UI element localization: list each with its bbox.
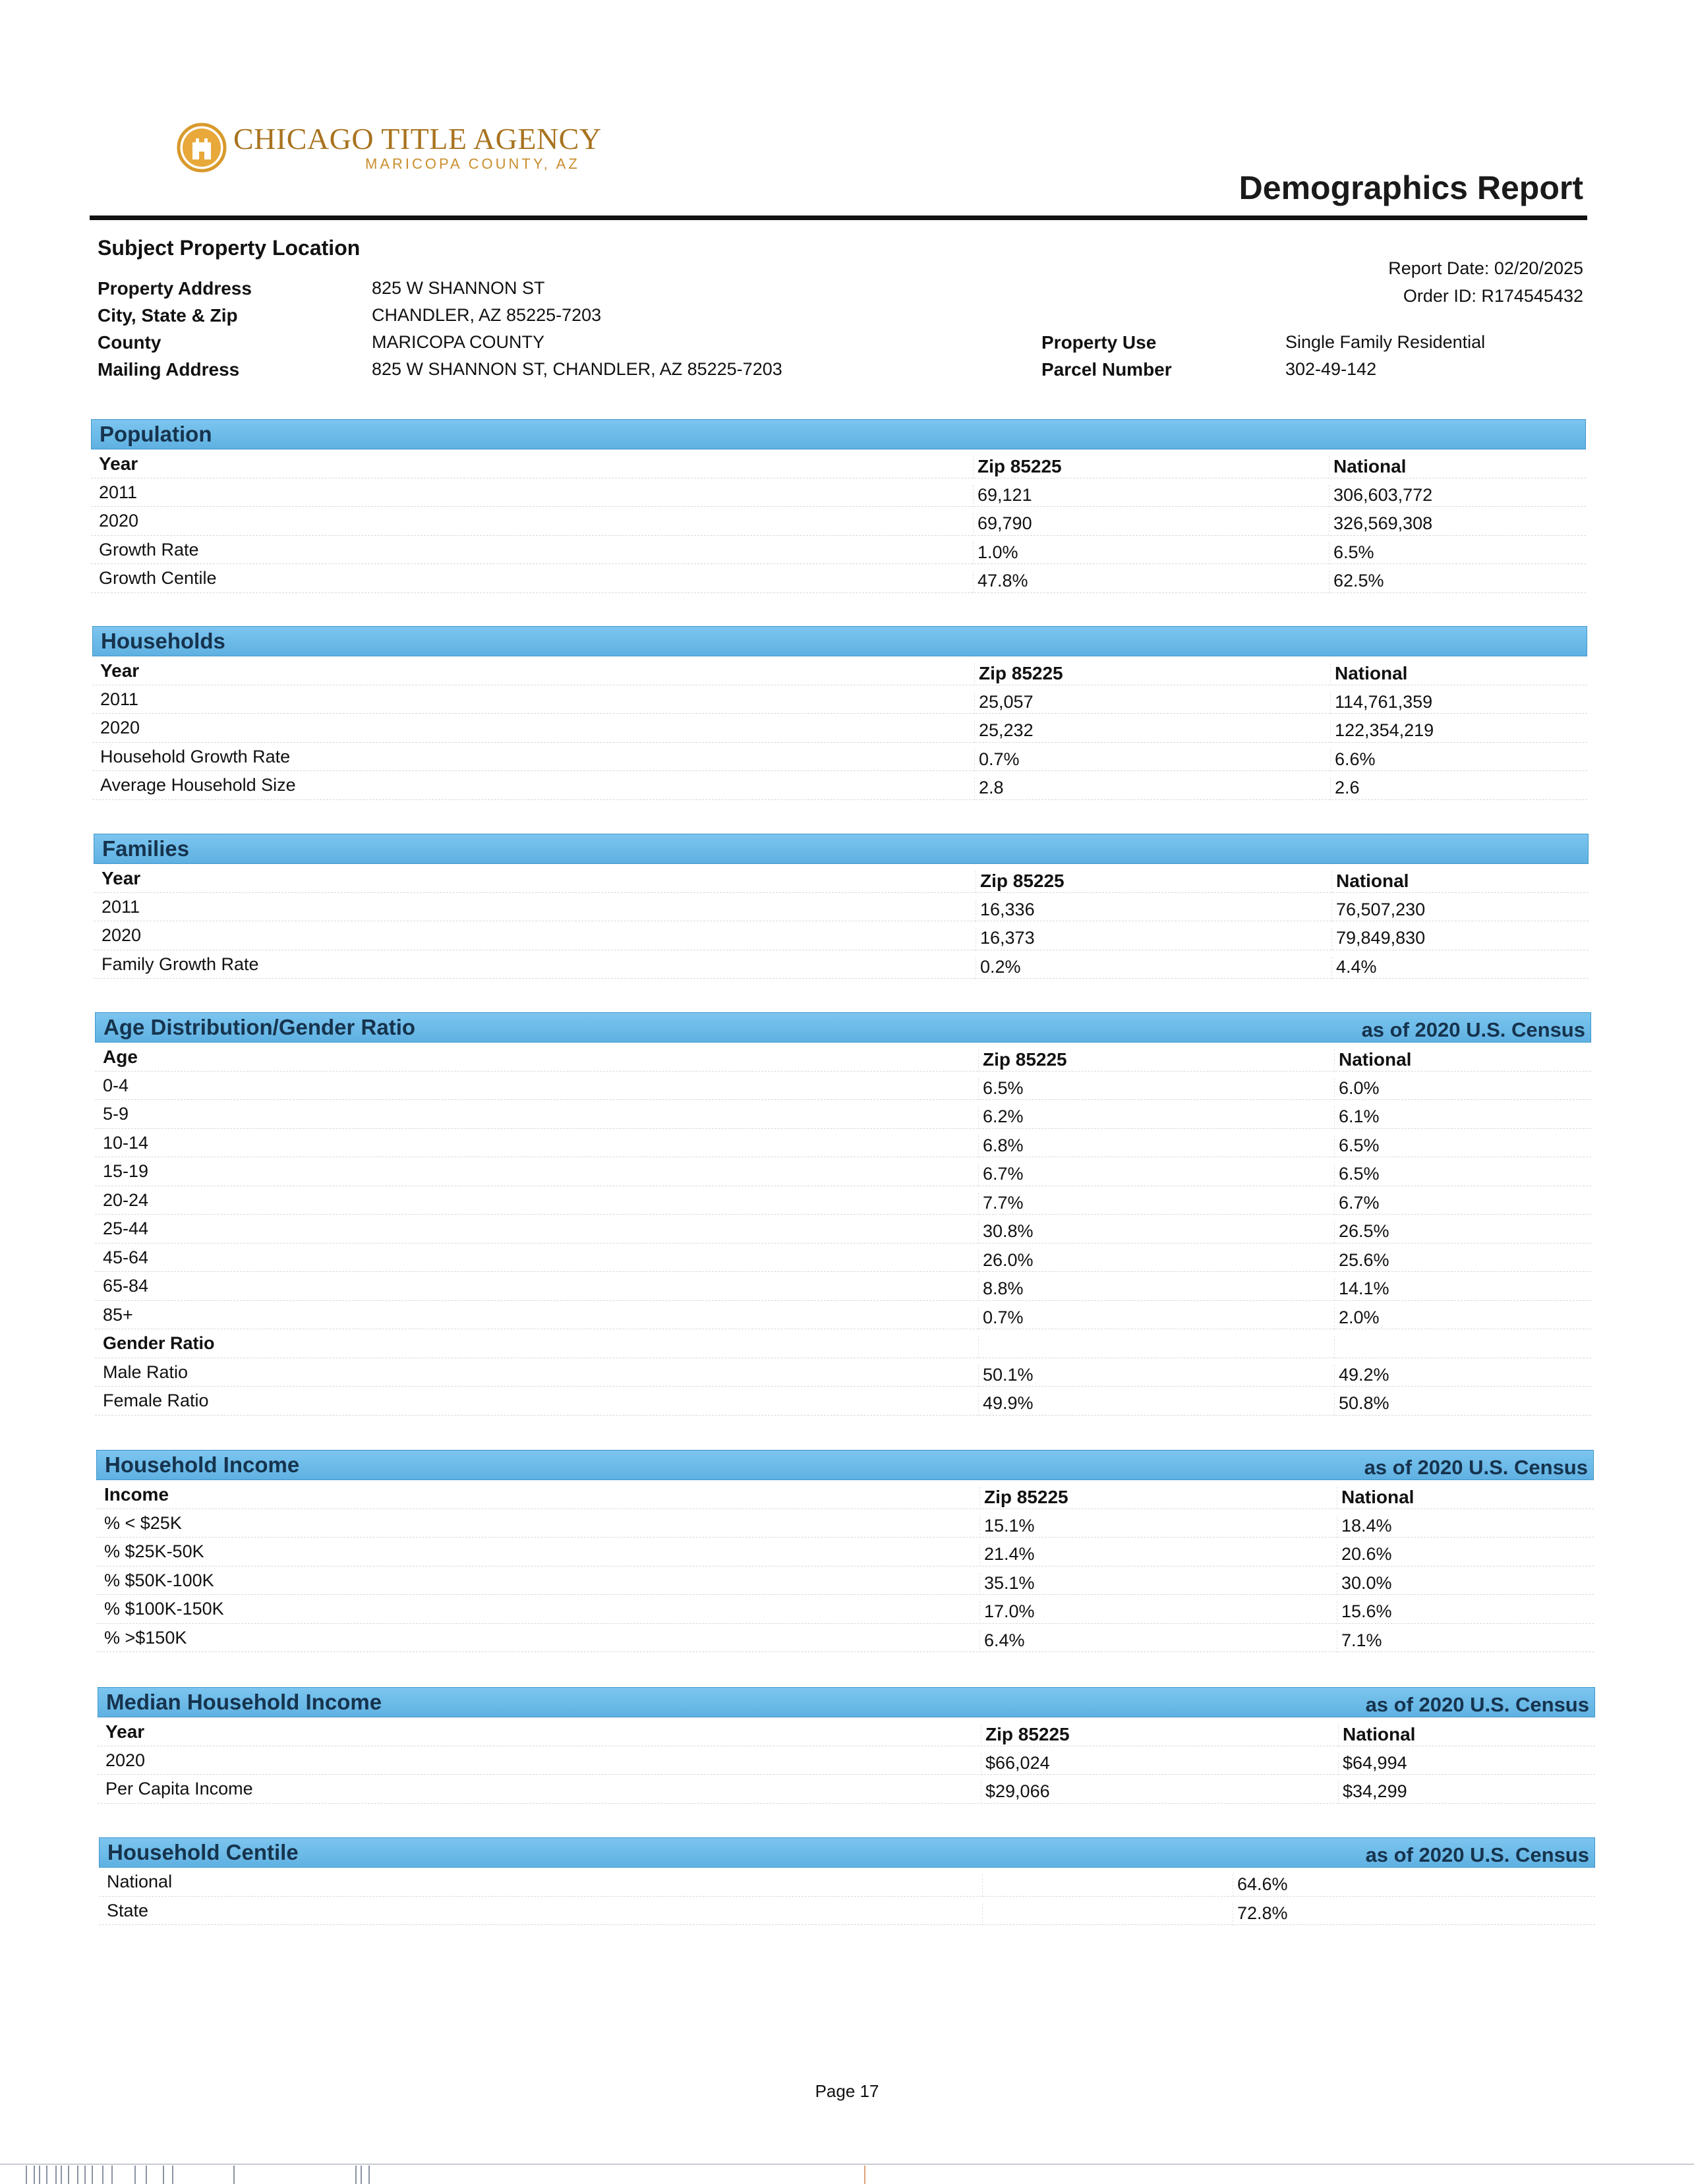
zip-value: 0.7% [974,749,1020,772]
header-divider [90,216,1587,220]
row-label: Growth Rate [99,539,199,560]
property-label: Property Address [98,278,252,299]
logo-name: CHICAGO TITLE AGENCY [233,122,602,156]
column-header: Zip 85225 [973,456,1062,478]
row-label: % < $25K [104,1512,182,1533]
zip-value [978,1336,983,1358]
row-label: Growth Centile [99,568,217,588]
national-value: 72.8% [1233,1903,1288,1926]
row-label: Family Growth Rate [102,954,259,974]
column-header: Year [99,453,138,474]
table-row [96,1509,1594,1538]
row-label: 15-19 [103,1161,149,1181]
row-label: 10-14 [103,1132,149,1153]
property-label: Property Use [1041,332,1157,353]
column-header: Zip 85225 [976,871,1065,893]
property-value: 825 W SHANNON ST [372,278,545,298]
row-label: 2020 [102,925,142,945]
row-label: 20-24 [103,1190,149,1210]
national-value: 6.7% [1334,1193,1380,1215]
table-row [95,1072,1591,1101]
table-row [95,1100,1591,1129]
column-header: National [1331,871,1409,893]
table-header-row [92,656,1587,685]
national-value: 6.5% [1329,542,1374,565]
property-value: CHANDLER, AZ 85225-7203 [372,305,602,325]
section-population [91,419,1586,593]
table-row [92,714,1587,743]
scan-artifact-strip [0,2162,1694,2184]
section-header-bar [96,1450,1594,1480]
table-row [94,921,1589,950]
row-label: 2020 [105,1750,146,1770]
row-label: 5-9 [103,1104,129,1124]
zip-value: 16,373 [976,928,1035,950]
company-logo [177,116,602,179]
table-row [96,1566,1594,1595]
section-census-note: as of 2020 U.S. Census [1365,1693,1589,1716]
section-header-bar [92,626,1587,656]
row-label: 2011 [100,689,139,709]
section-median-income [98,1687,1595,1804]
national-value: 50.8% [1334,1393,1389,1416]
table-row [91,478,1586,507]
table-row [99,1897,1595,1926]
zip-value: 2.8 [974,778,1004,800]
national-value: 49.2% [1334,1365,1389,1387]
national-value: 25.6% [1334,1250,1389,1273]
national-value: 26.5% [1334,1221,1389,1244]
row-label: 85+ [103,1304,133,1325]
property-value: 825 W SHANNON ST, CHANDLER, AZ 85225-7203 [372,359,782,379]
column-header: National [1329,456,1406,478]
section-title: Age Distribution/Gender Ratio [103,1015,416,1039]
zip-value: 69,121 [973,485,1032,507]
table-row [94,893,1589,922]
table-header-row [94,864,1589,893]
section-household-income [96,1450,1594,1652]
column-header: National [1330,663,1407,685]
table-header-row [91,449,1586,478]
zip-value: 69,790 [973,513,1032,536]
table-row [94,950,1589,979]
order-id: Order ID: R174545432 [1403,286,1583,306]
property-label: City, State & Zip [98,305,238,326]
row-label: 2020 [99,511,139,531]
section-title: Median Household Income [106,1690,382,1714]
zip-value: 6.4% [979,1630,1025,1653]
section-title: Families [102,836,190,861]
zip-value: 50.1% [978,1365,1034,1387]
row-label: 2020 [100,718,140,737]
report-title: Demographics Report [1239,169,1583,206]
row-label: Household Growth Rate [100,746,291,766]
national-value: 30.0% [1337,1573,1392,1595]
national-value [1334,1336,1339,1358]
zip-value: 0.2% [976,957,1021,979]
zip-value: 15.1% [979,1516,1035,1538]
section-header-bar [94,834,1589,864]
table-row [91,564,1586,593]
national-value: 6.0% [1334,1078,1380,1101]
section-census-note: as of 2020 U.S. Census [1361,1018,1585,1041]
zip-value: $29,066 [981,1781,1050,1804]
property-value: MARICOPA COUNTY [372,332,545,352]
zip-value: 8.8% [978,1279,1024,1301]
national-value: $34,299 [1338,1781,1407,1804]
table-header-row [96,1480,1594,1509]
column-header: Year [105,1721,145,1742]
zip-value: 6.5% [978,1078,1024,1101]
zip-value: 26.0% [978,1250,1034,1273]
row-label: Female Ratio [103,1391,209,1410]
zip-value: 25,057 [974,692,1034,714]
zip-value: 25,232 [974,720,1034,743]
castle-logo-icon [177,123,227,173]
national-value: 79,849,830 [1331,928,1425,950]
subject-heading: Subject Property Location [98,236,361,260]
national-value: $64,994 [1338,1753,1407,1775]
national-value: 20.6% [1337,1544,1392,1566]
property-value: 302-49-142 [1285,359,1377,379]
national-value: 306,603,772 [1329,485,1432,507]
row-label: 65-84 [103,1276,149,1296]
zip-value: 0.7% [978,1308,1024,1330]
row-label: 2011 [102,896,140,917]
zip-value [982,1903,987,1926]
table-row [99,1868,1595,1897]
national-value: 64.6% [1233,1874,1288,1897]
section-age-gender [95,1012,1591,1416]
row-label: Per Capita Income [105,1779,253,1798]
section-title: Households [101,629,225,653]
national-value: 7.1% [1337,1630,1382,1653]
table-row [91,507,1586,536]
row-label: 0-4 [103,1075,129,1095]
section-census-note: as of 2020 U.S. Census [1364,1456,1588,1479]
row-label: % >$150K [104,1627,187,1648]
row-label: 2011 [99,482,138,502]
row-label: Gender Ratio [103,1333,215,1353]
national-value: 326,569,308 [1329,513,1432,536]
section-title: Household Centile [107,1840,299,1864]
table-row [95,1301,1591,1330]
national-value: 114,761,359 [1330,692,1432,714]
zip-value: 17.0% [979,1601,1035,1624]
zip-value: 6.2% [978,1106,1024,1129]
table-row [91,536,1586,565]
column-header: Age [103,1047,138,1067]
national-value: 6.1% [1334,1106,1380,1129]
zip-value: 30.8% [978,1221,1034,1244]
row-label: 45-64 [103,1247,149,1267]
table-row [98,1775,1595,1804]
zip-value: 21.4% [979,1544,1035,1566]
column-header: Zip 85225 [979,1487,1068,1509]
national-value: 76,507,230 [1331,900,1425,922]
report-date: Report Date: 02/20/2025 [1388,258,1583,278]
section-title: Population [100,422,212,446]
property-label: County [98,332,161,353]
zip-value: 35.1% [979,1573,1035,1595]
table-row [95,1358,1591,1387]
zip-value: 7.7% [978,1193,1024,1215]
zip-value: 6.8% [978,1135,1024,1158]
section-households [92,626,1587,800]
zip-value: 16,336 [976,900,1035,922]
section-household-centile [99,1837,1595,1925]
section-header-bar [98,1687,1595,1717]
national-value: 122,354,219 [1330,720,1434,743]
row-label: % $100K-150K [104,1599,224,1619]
zip-value: 47.8% [973,571,1028,593]
column-header: Year [100,660,140,681]
national-value: 62.5% [1329,571,1384,593]
section-header-bar [99,1837,1595,1868]
national-value: 2.6 [1330,778,1360,800]
table-row [92,743,1587,772]
table-row [95,1244,1591,1273]
national-value: 18.4% [1337,1516,1392,1538]
table-row [95,1387,1591,1416]
table-header-row [95,1043,1591,1072]
property-label: Parcel Number [1041,359,1172,380]
column-header: National [1338,1724,1415,1746]
row-label: Male Ratio [103,1362,189,1382]
row-label: National [107,1872,173,1891]
national-value: 4.4% [1331,957,1377,979]
table-row [95,1215,1591,1244]
column-header: Year [102,868,141,888]
national-value: 15.6% [1337,1601,1392,1624]
column-header: National [1334,1049,1411,1072]
table-row [96,1595,1594,1624]
row-label: 25-44 [103,1219,149,1238]
table-row [92,685,1587,714]
zip-value: $66,024 [981,1753,1050,1775]
column-header: Zip 85225 [978,1049,1067,1072]
national-value: 6.5% [1334,1164,1380,1186]
column-header: National [1337,1487,1414,1509]
national-value: 14.1% [1334,1279,1389,1301]
section-title: Household Income [105,1452,300,1477]
column-header: Zip 85225 [974,663,1063,685]
zip-value: 6.7% [978,1164,1024,1186]
column-header: Zip 85225 [981,1724,1070,1746]
zip-value [982,1874,987,1897]
table-row [92,771,1587,800]
table-row [95,1272,1591,1301]
section-header-bar [95,1012,1591,1043]
row-label: State [107,1900,149,1920]
table-row [96,1624,1594,1653]
zip-value: 1.0% [973,542,1018,565]
page-number: Page 17 [815,2081,879,2101]
section-header-bar [91,419,1586,449]
row-label: Average Household Size [100,775,296,795]
section-families [94,834,1589,979]
national-value: 2.0% [1334,1308,1380,1330]
property-value: Single Family Residential [1285,332,1486,352]
section-census-note: as of 2020 U.S. Census [1365,1843,1589,1866]
national-value: 6.5% [1334,1135,1380,1158]
row-label: % $50K-100K [104,1570,214,1590]
national-value: 6.6% [1330,749,1376,772]
table-row [96,1537,1594,1566]
table-row [95,1329,1591,1358]
column-header: Income [104,1484,169,1505]
table-row [95,1129,1591,1158]
table-row [95,1157,1591,1186]
zip-value: 49.9% [978,1393,1034,1416]
table-row [98,1746,1595,1775]
property-label: Mailing Address [98,359,240,380]
report-meta [1388,254,1583,310]
logo-subtitle: MARICOPA COUNTY, AZ [365,156,580,172]
table-header-row [98,1717,1595,1746]
row-label: % $25K-50K [104,1541,204,1561]
table-row [95,1186,1591,1215]
